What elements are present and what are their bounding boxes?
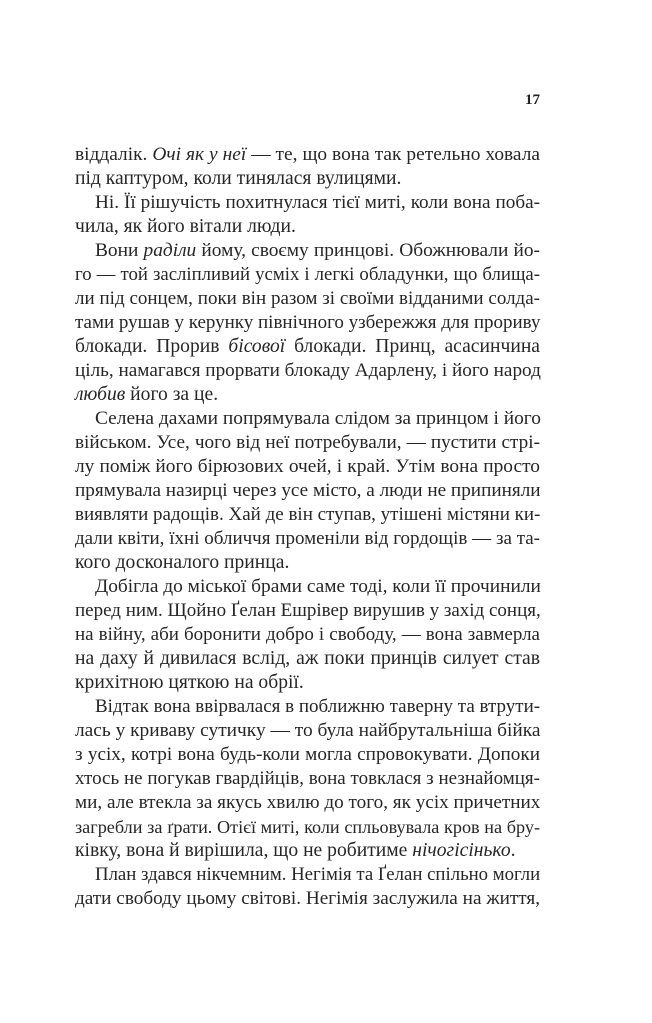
text-line <box>75 503 540 527</box>
italic-emphasis: любив <box>75 384 126 405</box>
text-run: ківку, вона й вирішила, що не робитиме <box>75 840 413 861</box>
text-run: Селена дахами попрямувала слідом за принцом і його <box>95 408 541 429</box>
page-number: 17 <box>525 92 540 108</box>
text-line <box>75 383 540 407</box>
text-line <box>75 815 540 839</box>
text-line <box>75 719 540 743</box>
text-run: лась у криваву сутичку — то була найбрутальніша бійка <box>75 720 541 741</box>
paragraph-first-line <box>75 695 540 719</box>
text-run: тами рушав у керунку північного узбережжя для прориву <box>75 312 541 333</box>
text-run: виявляти радощів. Хай де він ступав, утішені містяни ки- <box>75 504 541 525</box>
text-line <box>75 743 540 767</box>
text-run: ціль, намагався прорвати блокаду Адарлену, і його народ <box>75 360 541 381</box>
text-line <box>75 599 540 623</box>
text-run: дати свободу цьому світові. Негімія заслужила на життя, <box>75 888 540 909</box>
text-line <box>75 311 540 335</box>
text-run: на даху й дивилася вслід, аж поки принців силует став <box>75 648 540 669</box>
text-line <box>75 791 540 815</box>
text-run: чила, як його вітали люди. <box>75 216 296 237</box>
text-line <box>75 263 540 287</box>
text-line <box>75 215 540 239</box>
text-run: йому, своєму принцові. Обожнювали йо- <box>196 240 540 261</box>
italic-emphasis: нічогісінько <box>412 840 511 861</box>
italic-emphasis: Очі як у неї <box>152 144 247 165</box>
text-run: Ні. Її рішучість похитнулася тієї миті, коли вона поба- <box>95 192 540 213</box>
text-line <box>75 143 540 167</box>
text-line <box>75 431 540 455</box>
text-run: . <box>510 840 516 861</box>
text-run: кого досконалого принца. <box>75 552 290 573</box>
text-run: його за це. <box>125 384 219 405</box>
text-run: Вони <box>95 240 144 261</box>
text-line <box>75 167 540 191</box>
text-line <box>75 623 540 647</box>
text-run: блокади. Прорив <box>75 336 229 357</box>
text-run: ли під сонцем, поки він разом зі своїми відданими солда- <box>75 288 540 309</box>
text-run: лу поміж його бірюзових очей, і край. Утім вона просто <box>75 456 540 477</box>
text-run: хтось не погукав гвардійців, вона товклася з незнайомця- <box>75 768 540 789</box>
text-line <box>75 455 540 479</box>
text-line <box>75 359 540 383</box>
text-line <box>75 671 540 695</box>
text-run: військом. Усе, чого від неї потребували, — пустити стрі- <box>75 432 540 453</box>
italic-emphasis: бісової <box>228 336 286 357</box>
text-line <box>75 767 540 791</box>
text-run: Добігла до міської брами саме тоді, коли її прочинили <box>95 576 541 597</box>
text-line <box>75 887 540 911</box>
text-line <box>75 647 540 671</box>
italic-emphasis: раділи <box>143 240 197 261</box>
text-run: Відтак вона ввірвалася в поближню таверну та втрути- <box>95 696 541 717</box>
text-run: перед ним. Щойно Ґелан Ешрівер вирушив у захід сонця, <box>75 600 541 621</box>
text-run: дали квіти, їхні обличчя променіли від гордощів — за та- <box>75 528 540 549</box>
paragraph-first-line <box>75 863 540 887</box>
text-run: віддалік. <box>75 144 153 165</box>
text-line <box>75 527 540 551</box>
text-line <box>75 839 540 863</box>
text-line <box>75 479 540 503</box>
body-text <box>75 143 540 911</box>
text-run: ми, але втекла за якусь хвилю до того, як усіх причетних <box>75 792 541 813</box>
text-run: загребли за ґрати. Отієї миті, коли спльовувала кров на бру- <box>75 817 540 837</box>
paragraph-first-line <box>75 575 540 599</box>
text-run: крихітною цяткою на обрії. <box>75 672 304 693</box>
text-run: — те, що вона так ретельно ховала <box>246 144 540 165</box>
text-run: під каптуром, коли тинялася вулицями. <box>75 168 402 189</box>
text-run: з усіх, котрі вона будь-коли могла спровокувати. Допоки <box>75 744 540 765</box>
text-run: блокади. Принц, асасинчина <box>285 336 540 357</box>
text-run: на війну, аби боронити добро і свободу, — вона завмерла <box>75 624 540 645</box>
text-line <box>75 551 540 575</box>
text-line <box>75 335 540 359</box>
text-run: го — той засліпливий усміх і легкі обладунки, що блища- <box>75 264 540 285</box>
text-run: прямувала назирці через усе місто, а люди не припиняли <box>75 480 541 501</box>
paragraph-first-line <box>75 407 540 431</box>
paragraph-first-line <box>75 191 540 215</box>
paragraph-first-line <box>75 239 540 263</box>
text-line <box>75 287 540 311</box>
text-run: План здався нікчемним. Негімія та Ґелан спільно могли <box>95 864 541 885</box>
